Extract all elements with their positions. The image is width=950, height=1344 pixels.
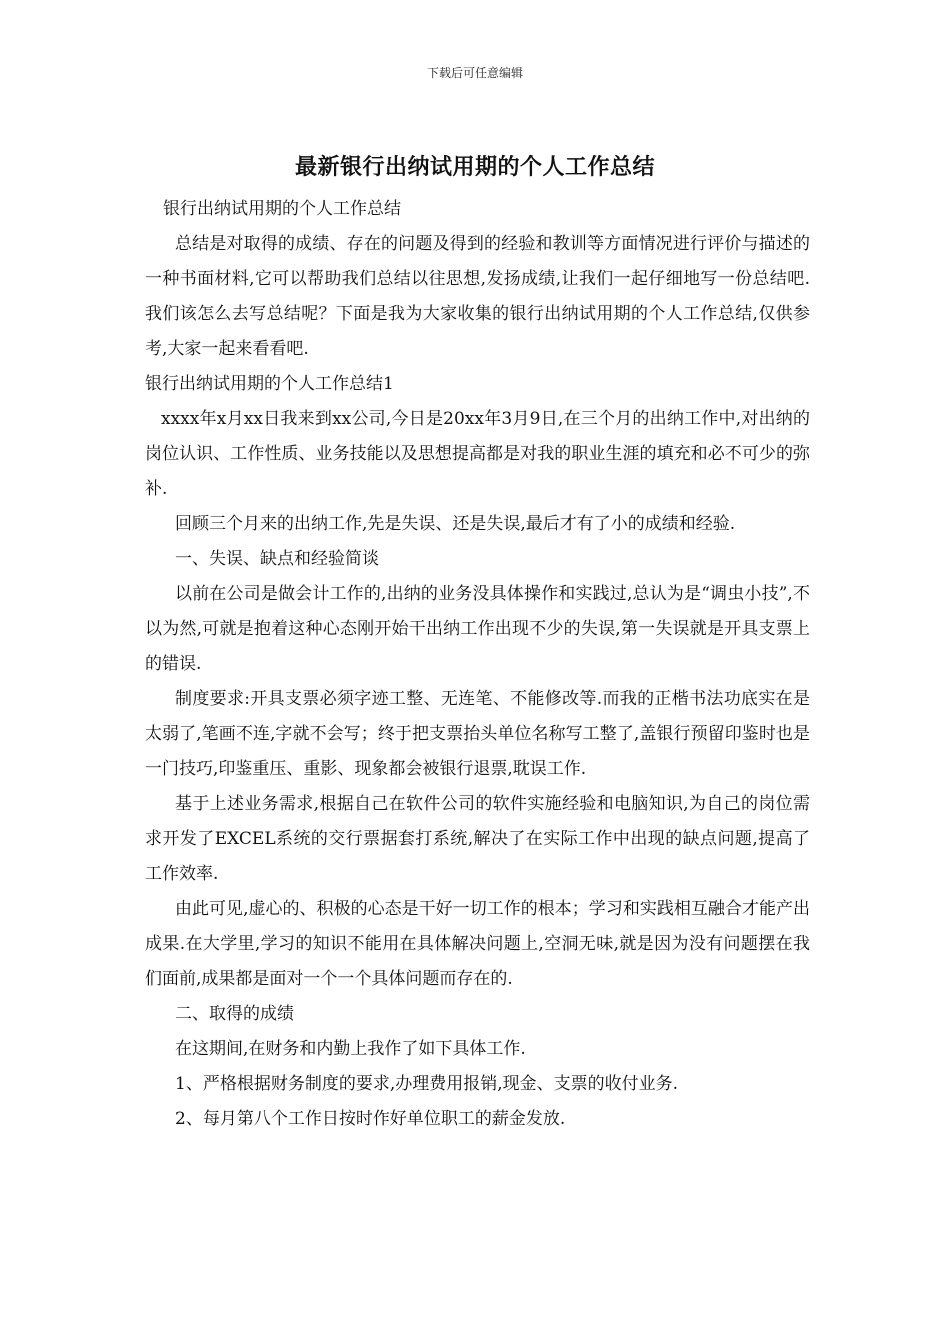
paragraph-review: 回顾三个月来的出纳工作,先是失误、还是失误,最后才有了小的成绩和经验. — [175, 514, 736, 534]
paragraph-work-done: 在这期间,在财务和内勤上我作了如下具体工作. — [175, 1039, 526, 1059]
paragraph-excel-system: 基于上述业务需求,根据自己在软件公司的软件实施经验和电脑知识,为自己的岗位需求开发了EXCEL系统的交行票据套打系统,解决了在实际工作中出现的缺点问题,提高了工作效率. — [145, 794, 810, 884]
subtitle-paragraph: 银行出纳试用期的个人工作总结 — [163, 199, 401, 219]
intro-paragraph: 总结是对取得的成绩、存在的问题及得到的经验和教训等方面情况进行评价与描述的一种书面材料,它可以帮助我们总结以往思想,发扬成绩,让我们一起仔细地写一份总结吧.我们该怎么去写总结呢？下面是我为大家收集的银行出纳试用期的个人工作总结,仅供参考,大家一起来看看吧. — [145, 234, 810, 359]
document-title: 最新银行出纳试用期的个人工作总结 — [294, 154, 655, 180]
heading-achievements: 二、取得的成绩 — [175, 1004, 294, 1024]
paragraph-start-date: xxxx年x月xx日我来到xx公司,今日是20xx年3月9日,在三个月的出纳工作中,对出纳的岗位认识、工作性质、业务技能以及思想提高都是对我的职业生涯的填充和必不可少的弥补. — [145, 409, 810, 499]
paragraph-previous-work: 以前在公司是做会计工作的,出纳的业务没具体操作和实践过,总认为是“调虫小技”,不以为然,可就是抱着这种心态刚开始干出纳工作出现不少的失误,第一失误就是开具支票上的错误. — [145, 584, 810, 674]
list-item-2: 2、每月第八个工作日按时作好单位职工的薪金发放. — [175, 1109, 566, 1129]
paragraph-attitude: 由此可见,虚心的、积极的心态是干好一切工作的根本；学习和实践相互融合才能产出成果.在大学里,学习的知识不能用在具体解决问题上,空洞无味,就是因为没有问题摆在我们面前,成果都是面对一个一个具体问题而存在的. — [145, 899, 810, 989]
paragraph-rules: 制度要求:开具支票必须字迹工整、无连笔、不能修改等.而我的正楷书法功底实在是太弱了,笔画不连,字就不会写；终于把支票抬头单位名称写工整了,盖银行预留印鉴时也是一门技巧,印鉴重压、重影、现象都会被银行退票,耽误工作. — [145, 689, 810, 779]
section-heading-1: 银行出纳试用期的个人工作总结1 — [145, 374, 394, 394]
list-item-1: 1、严格根据财务制度的要求,办理费用报销,现金、支票的收付业务. — [175, 1074, 679, 1094]
header-note: 下载后可任意编辑 — [426, 66, 523, 80]
document-body — [145, 192, 810, 1137]
heading-mistakes: 一、失误、缺点和经验简谈 — [175, 549, 379, 569]
